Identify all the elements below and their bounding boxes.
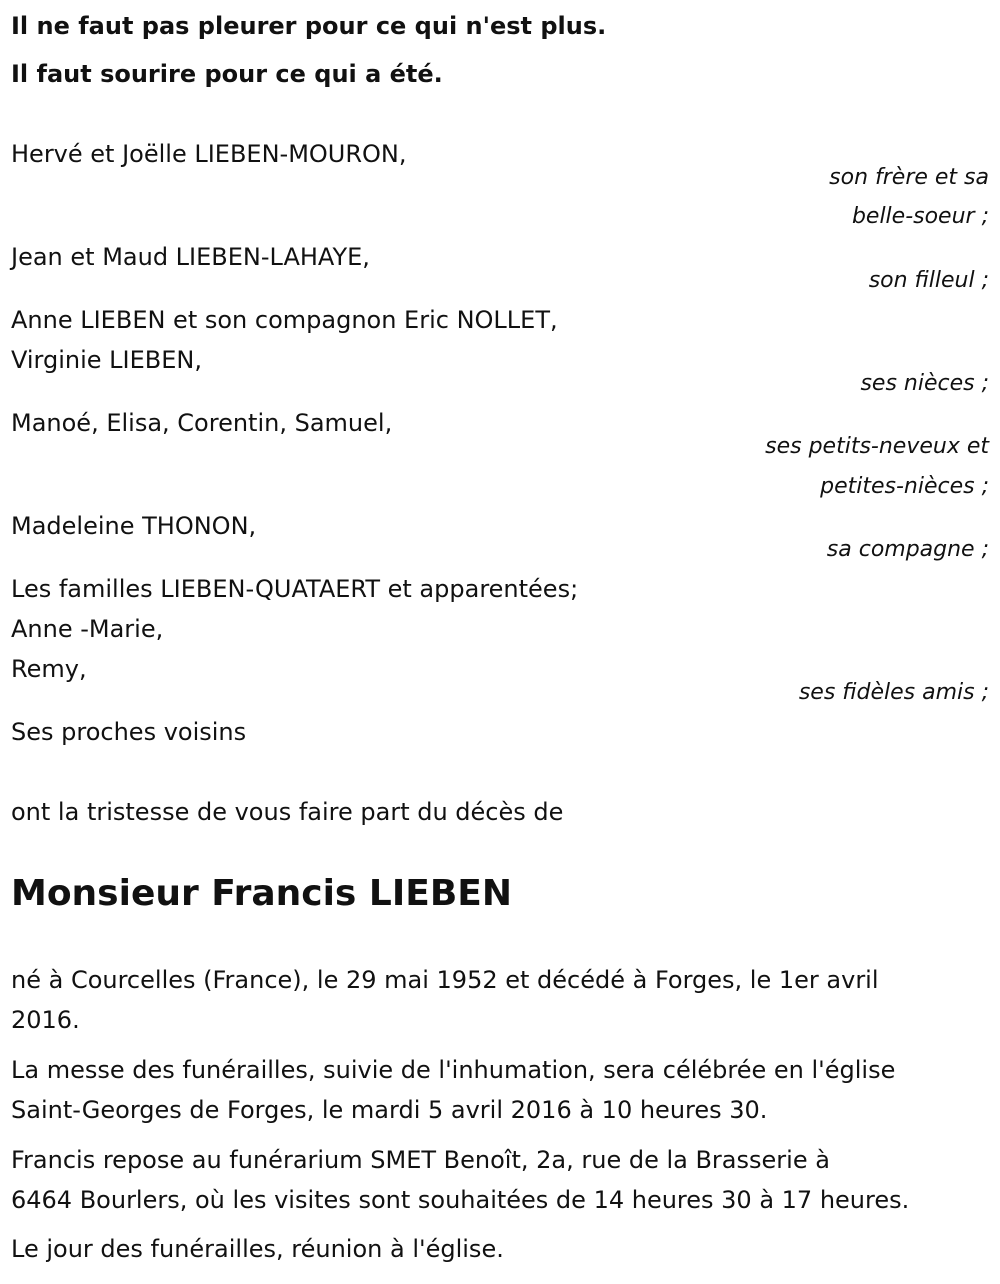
family-name-neighbours: Ses proches voisins	[11, 718, 247, 746]
relation-companion: sa compagne ;	[826, 537, 989, 562]
relation-grandnephews-line-2: petites-nièces ;	[820, 474, 989, 499]
relation-brother-line-2: belle-soeur ;	[851, 204, 989, 229]
relation-brother-line-1: son frère et sa	[829, 165, 989, 190]
quote-line-2: Il faut sourire pour ce qui a été.	[11, 60, 443, 88]
gathering-text: Le jour des funérailles, réunion à l'église.	[11, 1235, 504, 1263]
birth-death-line-1: né à Courcelles (France), le 29 mai 1952 et décédé à Forges, le 1er avril	[11, 966, 879, 994]
deceased-name: Monsieur Francis LIEBEN	[11, 873, 512, 914]
family-name-remy: Remy,	[11, 655, 87, 683]
relation-grandnephews-line-1: ses petits-neveux et	[765, 434, 989, 459]
announcement-text: ont la tristesse de vous faire part du décès de	[11, 798, 564, 826]
family-name-herve-joelle: Hervé et Joëlle LIEBEN-MOURON,	[11, 140, 407, 168]
family-name-families: Les familles LIEBEN-QUATAERT et apparentées;	[11, 575, 579, 603]
relation-friends: ses fidèles amis ;	[798, 680, 989, 705]
mass-line-1: La messe des funérailles, suivie de l'inhumation, sera célébrée en l'église	[11, 1056, 896, 1084]
family-name-children: Manoé, Elisa, Corentin, Samuel,	[11, 409, 393, 437]
family-name-virginie: Virginie LIEBEN,	[11, 346, 203, 374]
family-name-jean-maud: Jean et Maud LIEBEN-LAHAYE,	[11, 243, 370, 271]
family-name-anne-marie: Anne -Marie,	[11, 615, 164, 643]
relation-nieces: ses nièces ;	[860, 371, 989, 396]
mass-line-2: Saint-Georges de Forges, le mardi 5 avril 2016 à 10 heures 30.	[11, 1096, 768, 1124]
rest-line-2: 6464 Bourlers, où les visites sont souhaitées de 14 heures 30 à 17 heures.	[11, 1186, 910, 1214]
relation-godson: son filleul ;	[868, 268, 989, 293]
birth-death-line-2: 2016.	[11, 1006, 80, 1034]
rest-line-1: Francis repose au funérarium SMET Benoît, 2a, rue de la Brasserie à	[11, 1146, 830, 1174]
quote-line-1: Il ne faut pas pleurer pour ce qui n'est plus.	[11, 12, 607, 40]
family-name-madeleine: Madeleine THONON,	[11, 512, 257, 540]
family-name-anne: Anne LIEBEN et son compagnon Eric NOLLET,	[11, 306, 558, 334]
